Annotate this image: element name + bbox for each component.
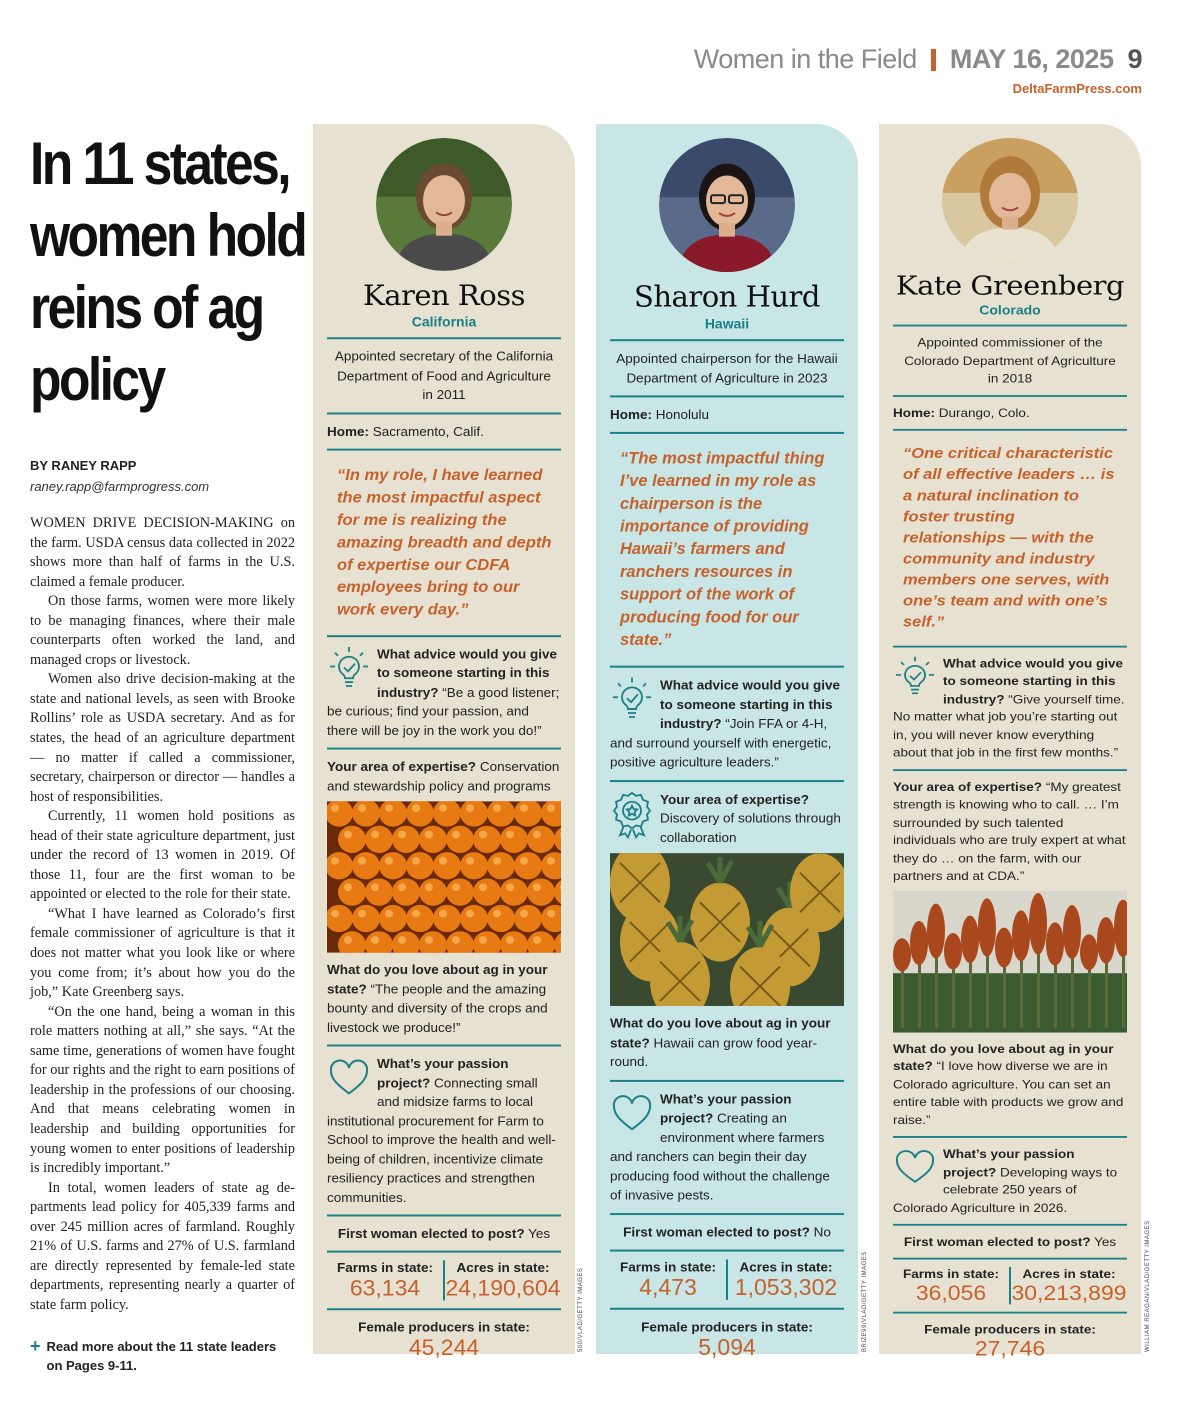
divider: [893, 1312, 1127, 1314]
divider: [610, 1249, 844, 1251]
advice-answer: “Join FFA or 4-H, and surround yourself with energetic, positive agriculture leaders.”: [610, 715, 832, 770]
acres-label: Acres in state:: [1022, 1266, 1116, 1281]
divider: [327, 337, 561, 339]
home-label: Home:: [610, 407, 653, 423]
divider: [893, 1224, 1127, 1226]
profile-card-colorado: [879, 124, 1141, 1361]
profile-card-hawaii: [596, 124, 858, 1360]
profile-state: Colorado: [979, 302, 1041, 318]
pull-quote: “The most impactful thing I’ve learned in my role as chairperson is the importance of providing Hawaii’s farmers and ranchers resources in support of the work of producing food for our state.”: [620, 449, 825, 649]
divider: [893, 1136, 1127, 1138]
divider: [893, 325, 1127, 327]
producers-label: Female producers in state:: [358, 1319, 530, 1335]
first-woman-line: [893, 1233, 1127, 1250]
photo-credit: BRIZE99/VLAD/GETTY IMAGES: [862, 1251, 868, 1352]
first-woman-answer: Yes: [528, 1226, 551, 1241]
profile-state: Hawaii: [704, 315, 750, 332]
home-line: [327, 422, 561, 441]
acres-label: Acres in state:: [739, 1258, 833, 1274]
lightbulb-icon: [893, 654, 937, 700]
farms-stat: [327, 1260, 443, 1300]
home-line: [610, 405, 844, 424]
header-divider: [931, 49, 936, 71]
profile-card-california: [313, 124, 575, 1361]
lightbulb-icon: [610, 676, 654, 725]
divider: [327, 448, 561, 450]
acres-stat: [726, 1259, 844, 1299]
producers-label: Female producers in state:: [641, 1319, 813, 1334]
divider: [327, 412, 561, 414]
advice-block: [327, 644, 561, 739]
expertise-question: Your area of expertise?: [660, 791, 810, 807]
appointment: Appointed secretary of the California Department of Food and Agriculture in 2011: [334, 349, 554, 402]
love-answer: Hawaii can grow food year-round.: [610, 1035, 818, 1070]
acres-value: 24,190,604: [445, 1275, 561, 1301]
paragraph: WOMEN DRIVE DECISION-MAKING on the farm. USDA census data collected in 2022 shows more than half of farms in the U.S. claimed a female producer.: [30, 515, 295, 590]
paragraph: “What I have learned as Colorado’s first female commissioner of agriculture is that it does not matter what you look like or where you come from; it’s about how you do the job,” Kate Greenberg says.: [30, 905, 295, 1001]
page-number: 9: [1127, 44, 1142, 74]
producers-stat: [610, 1317, 844, 1361]
pull-quote: “In my role, I have learned the most impactful aspect for me is realizing the amazing breadth and depth of expertise our CDFA employees bring to our work every day.”: [337, 465, 552, 619]
divider: [327, 1214, 561, 1216]
first-woman-answer: No: [813, 1224, 831, 1240]
profile-state: California: [411, 313, 477, 330]
crop-photo: [893, 890, 1127, 1032]
expertise-answer: “My greatest strength is knowing who to call. … I’m surrounded by such talented individuals who are truly expert at what they do … on the farm, with our partners and at CDA.”: [893, 779, 1126, 883]
advice-block: [893, 654, 1127, 761]
expertise-block: [327, 757, 561, 795]
divider: [327, 748, 561, 750]
love-question: What do you love about ag in your state?: [610, 1015, 831, 1050]
acres-value: 30,213,899: [1011, 1280, 1127, 1305]
pull-quote: “One critical characteristic of all effective leaders … is a natural inclination to foster trusting relationships — with the community and industry members one serves, with one’s team and with one’s self.”: [903, 444, 1115, 630]
home-label: Home:: [327, 423, 370, 439]
love-answer: “The people and the amazing bounty and diversity of the crops and livestock we produce!”: [327, 981, 548, 1035]
home-label: Home:: [893, 405, 936, 420]
paragraph: On those farms, women were more likely to be managing finances, where their male counterparts often worked the land, and managed crops or livestock.: [30, 593, 295, 668]
producers-stat: [893, 1321, 1127, 1362]
farms-stat: [610, 1259, 726, 1299]
divider: [610, 666, 844, 668]
divider: [610, 432, 844, 434]
divider: [893, 428, 1127, 430]
page-header: [694, 44, 1142, 96]
producers-value: 45,244: [408, 1334, 480, 1361]
acres-stat: [443, 1260, 561, 1300]
divider: [893, 395, 1127, 397]
acres-label: Acres in state:: [456, 1260, 550, 1276]
farms-value: 63,134: [349, 1275, 421, 1301]
section-title: Women in the Field: [693, 44, 917, 74]
expertise-answer: Discovery of solutions through collaboration: [660, 810, 841, 845]
article-column: [30, 128, 306, 1375]
divider: [893, 1258, 1127, 1260]
crop-photo: [610, 853, 844, 1006]
home-value: Durango, Colo.: [938, 405, 1030, 420]
advice-question: What advice would you give to someone starting in this industry?: [377, 646, 558, 700]
award-badge-icon: [610, 789, 654, 838]
photo-credit: 500/VLAD/GETTY IMAGES: [578, 1267, 584, 1352]
avatar: [942, 138, 1078, 262]
expertise-block: [610, 789, 844, 847]
paragraph: “On the one hand, being a woman in this role matters nothing at all,” she says. “At the same time, generations of women have fought for our rights and the right to earn positions of leadership in the professions of our choosing. And that means celebrating women in leadership and building opportunities for young women to enter positions of leadership is incredibly important.”: [30, 1003, 295, 1177]
divider: [610, 1307, 844, 1309]
divider: [893, 645, 1127, 647]
passion-answer: Developing ways to celebrate 250 years of Colorado Agriculture in 2026.: [893, 1164, 1118, 1215]
divider: [327, 1251, 561, 1253]
heart-icon: [327, 1054, 371, 1093]
avatar: [376, 138, 512, 271]
love-question: What do you love about ag in your state?: [893, 1041, 1114, 1073]
farms-value: 36,056: [915, 1280, 987, 1305]
byline: BY RANEY RAPP: [30, 458, 137, 473]
passion-question: What’s your passion project?: [943, 1147, 1075, 1179]
expertise-block: [893, 778, 1127, 885]
divider: [610, 1213, 844, 1215]
love-block: [893, 1040, 1127, 1129]
first-woman-answer: Yes: [1094, 1234, 1117, 1249]
producers-value: 27,746: [974, 1336, 1046, 1361]
acres-value: 1,053,302: [734, 1273, 838, 1300]
heart-icon: [893, 1145, 937, 1182]
advice-block: [610, 676, 844, 772]
expertise-answer: Conservation and stewardship policy and programs: [327, 759, 560, 793]
passion-answer: Connecting small and midsize farms to local institutional procurement for Farm to School to improve the health and well-being of children, incentivize climate resiliency practices and strengthen communities.: [327, 1075, 556, 1205]
expertise-question: Your area of expertise?: [327, 759, 477, 774]
home-value: Honolulu: [655, 407, 710, 423]
paragraph: Women also drive decision-making at the state and national levels, as seen with Brooke Rollins’ role as USDA secretary. And as for states, the head of an agriculture department — no matter if called a commissioner, secretary, chairperson or director — handles a host of responsibilities.: [30, 671, 295, 805]
love-block: [610, 1014, 844, 1072]
producers-label: Female producers in state:: [924, 1322, 1096, 1337]
first-woman-line: [610, 1222, 844, 1241]
headline: In 11 states, women hold reins of ag policy: [30, 130, 306, 413]
advice-answer: “Give yourself time. No matter what job you’re starting out in, you will never know everything about that job in the first few months.”: [893, 691, 1125, 760]
photo-credit: WILLIAM REAGAN/VLAD/GETTY IMAGES: [1145, 1220, 1151, 1352]
passion-block: [327, 1054, 561, 1206]
site-url[interactable]: DeltaFarmPress.com: [1012, 81, 1142, 96]
farms-label: Farms in state:: [902, 1266, 1000, 1281]
crop-photo: [327, 801, 561, 952]
divider: [327, 635, 561, 637]
appointment: Appointed commissioner of the Colorado Department of Agriculture in 2018: [904, 335, 1116, 385]
plus-icon: +: [30, 1336, 41, 1357]
first-woman-question: First woman elected to post?: [623, 1224, 810, 1240]
home-value: Sacramento, Calif.: [372, 423, 484, 439]
issue-date: MAY 16, 2025: [949, 44, 1114, 74]
love-answer: “I love how diverse we are in Colorado agriculture. You can set an entire table with products we grow and raise.”: [893, 1059, 1124, 1127]
farms-stat: [893, 1267, 1009, 1305]
divider: [610, 395, 844, 397]
profile-name: Sharon Hurd: [634, 280, 820, 314]
divider: [610, 339, 844, 341]
advice-answer: “Be a good listener; be curious; find your passion, and there will be joy in the work you do!”: [327, 684, 560, 738]
divider: [327, 1308, 561, 1310]
appointment: Appointed chairperson for the Hawaii Department of Agriculture in 2023: [616, 351, 838, 386]
paragraph: In total, women leaders of state ag departments lead policy for 405,339 farms and over 245 million acres of farmland. Roughly 21% of U.S. farms and 27% of U.S. farmland are directly represented by female-led state departments, representing nearly a quarter of state farm policy.: [30, 1179, 295, 1313]
divider: [893, 769, 1127, 771]
home-line: [893, 404, 1127, 421]
divider: [610, 1079, 844, 1081]
first-woman-question: First woman elected to post?: [903, 1234, 1091, 1249]
farms-label: Farms in state:: [336, 1260, 434, 1276]
paragraph: Currently, 11 women hold positions as head of their state agriculture department, just under the record of 13 women in 2019. Of those 11, four are the first woman to be appointed or elected to the role for their state.: [30, 808, 295, 903]
acres-stat: [1009, 1267, 1127, 1305]
heart-icon: [610, 1089, 654, 1128]
advice-question: What advice would you give to someone starting in this industry?: [660, 677, 841, 731]
expertise-question: Your area of expertise?: [893, 779, 1043, 794]
lightbulb-icon: [327, 644, 371, 693]
state-stats: [610, 1259, 844, 1299]
profile-name: Kate Greenberg: [895, 269, 1125, 301]
state-stats: [893, 1267, 1127, 1305]
article-body: [30, 514, 295, 1315]
read-more-link[interactable]: [30, 1337, 295, 1375]
read-more-text: Read more about the 11 state leaders on Pages 9-11.: [46, 1339, 277, 1374]
first-woman-question: First woman elected to post?: [337, 1226, 525, 1241]
passion-question: What’s your passion project?: [377, 1056, 509, 1090]
producers-value: 5,094: [698, 1333, 756, 1360]
author-email[interactable]: raney.rapp@farmprogress.com: [30, 479, 210, 494]
farms-label: Farms in state:: [619, 1258, 717, 1274]
farms-value: 4,473: [639, 1273, 697, 1300]
advice-question: What advice would you give to someone starting in this industry?: [943, 656, 1124, 706]
divider: [610, 780, 844, 782]
passion-question: What’s your passion project?: [660, 1091, 792, 1126]
love-question: What do you love about ag in your state?: [327, 962, 548, 997]
avatar: [659, 138, 795, 272]
producers-stat: [327, 1318, 561, 1362]
love-block: [327, 961, 561, 1037]
passion-answer: Creating an environment where farmers and ranchers can begin their day producing food without the challenge of invasive pests.: [610, 1110, 830, 1203]
passion-block: [893, 1145, 1127, 1216]
state-stats: [327, 1260, 561, 1300]
divider: [327, 1045, 561, 1047]
profile-name: Karen Ross: [363, 278, 525, 312]
first-woman-line: [327, 1224, 561, 1243]
passion-block: [610, 1089, 844, 1204]
